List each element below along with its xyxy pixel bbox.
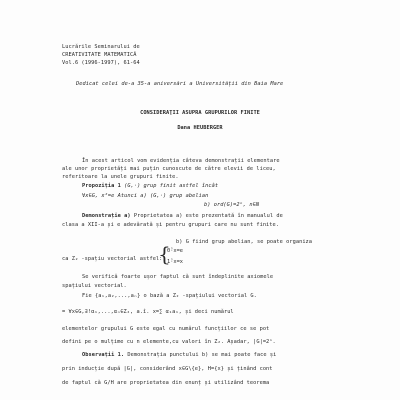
paragraph-line: spațiului vectorial. bbox=[62, 283, 127, 289]
demonstration-label: Demonstrație a) bbox=[82, 213, 131, 219]
paragraph-line: defini pe o mulțime cu n elemente,cu valori în Z₂. Așadar, |G|=2ⁿ. bbox=[62, 339, 276, 345]
journal-volume-line: Vol.6 (1996-1997), 61-64 bbox=[62, 60, 140, 66]
paragraph-line: b) G fiind grup abelian, se poate organiza bbox=[176, 239, 313, 245]
paragraph-line: ca Z₂ -spațiu vectorial astfel: bbox=[62, 256, 163, 262]
paragraph-line: Fie {a₁,a₂,...,aₙ} o bază a Z₂ -spațiului vectorial G. bbox=[82, 293, 257, 299]
system-equation-2: 1̂·x=x bbox=[167, 259, 183, 265]
article-title: CONSIDERAŢII ASUPRA GRUPURILOR FINITE bbox=[140, 110, 260, 116]
left-brace: { bbox=[158, 242, 171, 266]
proposition-statement: (G,·) grup finit astfel încât bbox=[124, 183, 219, 189]
paragraph-line: În acest articol vom evidenția câteva demonstrații elementare bbox=[82, 158, 280, 164]
paragraph-line: prin inducție după |G|, considerând x∈G\{e}, H={x} și ținând cont bbox=[62, 366, 273, 372]
proposition-hypothesis: ∀x∈G, x²=e Atunci a) (G,·) grup abelian bbox=[82, 193, 209, 199]
journal-series-line: CREATIVITATE MATEMATICĂ bbox=[62, 52, 137, 58]
paragraph-line: de faptul că G/H are proprietatea din enunț și utilizând teorema bbox=[62, 380, 270, 386]
proposition-conclusion-b: b) ord(G)=2ⁿ, n∈N bbox=[204, 202, 260, 208]
journal-title-line: Lucrările Seminarului de bbox=[62, 44, 140, 50]
paragraph-line: elementelor grupului G este egal cu numărul funcțiilor ce se pot bbox=[62, 326, 270, 332]
paragraph-line: clasa a XII-a și e adevărată și pentru grupuri care nu sunt finite. bbox=[62, 222, 280, 228]
author-name: Dana HEUBERGER bbox=[177, 125, 223, 131]
demonstration-text: Proprietatea a) este prezentată în manualul de bbox=[133, 213, 283, 219]
dedication: Dedicat celei de-a 35-a aniversări a Universității din Baia Mare bbox=[76, 81, 284, 87]
paragraph-line: Se verifică foarte ușor faptul că sunt îndeplinite axiomele bbox=[82, 274, 274, 280]
observation-text: Demonstrația punctului b) se mai poate face și bbox=[127, 352, 277, 358]
system-equation-1: 0̂·x=e bbox=[167, 248, 183, 254]
observation-label: Observații 1. bbox=[82, 352, 125, 358]
demonstration-line bbox=[82, 213, 283, 220]
paragraph-line: ale unor proprietăți mai puțin cunoscute de către elevii de liceu, bbox=[62, 166, 276, 172]
paragraph-line: = ∀x∈G,∃!α₁,...,αₙ∈Z₂, a.î. x=∑ α₁a₁, și deci numărul bbox=[62, 309, 234, 315]
paragraph-line: referitoare la unele grupuri finite. bbox=[62, 174, 179, 180]
proposition-label: Propoziția 1 bbox=[82, 183, 121, 189]
proposition-line bbox=[82, 183, 218, 190]
observation-line bbox=[82, 352, 276, 359]
